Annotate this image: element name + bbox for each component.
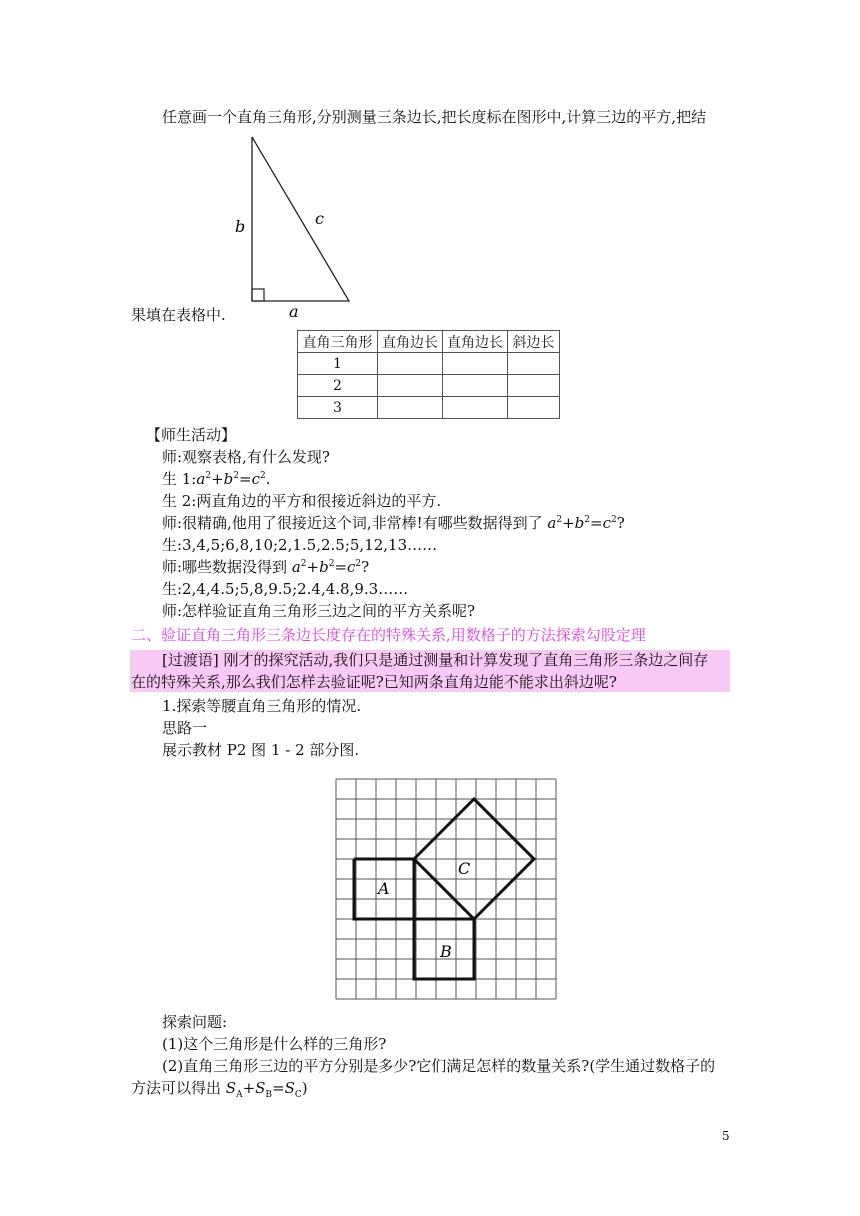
plus-sign: +: [306, 558, 320, 576]
table-header: 斜边长: [508, 331, 560, 353]
square-c-label: C: [458, 859, 471, 878]
measurement-table: [297, 330, 560, 419]
side-a-label: a: [289, 302, 299, 321]
square-a-label: A: [378, 879, 390, 898]
exponent: 2: [610, 515, 617, 525]
page-number: 5: [722, 1129, 730, 1143]
exponent: 2: [355, 559, 362, 569]
side-c-label: c: [315, 209, 324, 228]
dialog-text: 师:哪些数据没得到: [162, 558, 292, 576]
question-mark: ?: [616, 514, 625, 532]
table-header: 直角边长: [378, 331, 443, 353]
equals-sign: =: [334, 558, 348, 576]
side-b-label: b: [235, 217, 246, 236]
question-text: 方法可以得出: [131, 1079, 226, 1097]
var-b: b: [574, 514, 585, 532]
subscript-c: C: [294, 1090, 302, 1100]
question-2-line-1: (2)直角三角形三边的平方分别是多少?它们满足怎样的数量关系?(学生通过数格子的: [162, 1057, 716, 1075]
equals-sign: =: [238, 470, 252, 488]
question-mark: ?: [361, 558, 370, 576]
table-cell: [508, 353, 560, 375]
table-cell: [508, 375, 560, 397]
equals-sign: =: [272, 1079, 285, 1097]
dialog-line-4: [162, 513, 625, 533]
table-cell: [378, 397, 443, 419]
table-cell: 2: [298, 375, 378, 397]
var-s: S: [255, 1079, 266, 1097]
exponent: 2: [205, 471, 212, 481]
question-1: (1)这个三角形是什么样的三角形?: [162, 1035, 387, 1053]
var-a: a: [196, 470, 206, 488]
dialog-line-3: 生 2:两直角边的平方和很接近斜边的平方.: [162, 492, 442, 510]
dialog-line-7: 生:2,4,4.5;5,8,9.5;2.4,4.8,9.3……: [162, 580, 409, 598]
dialog-text: 师:很精确,他用了很接近这个词,非常棒!有哪些数据得到了: [162, 514, 548, 532]
question-2-line-2: [131, 1078, 308, 1098]
table-cell: [443, 397, 508, 419]
exponent: 2: [584, 515, 590, 525]
exponent: 2: [328, 559, 335, 569]
table-cell: [443, 375, 508, 397]
dialog-line-6: [162, 557, 369, 577]
table-header: 直角边长: [443, 331, 508, 353]
speaker-label: 生 1:: [162, 470, 197, 488]
table-cell: [378, 375, 443, 397]
plus-sign: +: [211, 470, 224, 488]
subscript-a: A: [236, 1090, 243, 1100]
table-cell: 3: [298, 397, 378, 419]
show-figure-line: 展示教材 P2 图 1 - 2 部分图.: [162, 741, 360, 759]
table-row: [298, 353, 560, 375]
section-title: 二、验证直角三角形三条边长度存在的特殊关系,用数格子的方法探索勾股定理: [131, 626, 646, 644]
equals-sign: =: [590, 514, 603, 532]
intro-line-1: 任意画一个直角三角形,分别测量三条边长,把长度标在图形中,计算三边的平方,把结: [162, 108, 707, 126]
dialog-line-8: 师:怎样验证直角三角形三边之间的平方关系呢?: [162, 602, 476, 620]
table-row: [298, 397, 560, 419]
table-cell: [378, 353, 443, 375]
transition-line-1: [过渡语] 刚才的探究活动,我们只是通过测量和计算发现了直角三角形三条边之间存: [162, 651, 709, 669]
var-a: a: [547, 514, 557, 532]
explore-step-1: 1.探索等腰直角三角形的情况.: [162, 697, 362, 715]
table-header: 直角三角形: [298, 331, 378, 353]
idea-heading: 思路一: [162, 719, 208, 737]
transition-line-2: 在的特殊关系,那么我们怎样去验证呢?已知两条直角边能不能求出斜边呢?: [131, 673, 617, 691]
dialog-line-2: [162, 469, 270, 489]
right-triangle-figure: [225, 132, 360, 322]
exponent: 2: [300, 559, 307, 569]
plus-sign: +: [562, 514, 575, 532]
table-cell: [443, 353, 508, 375]
table-header-row: [298, 331, 560, 353]
exponent: 2: [556, 515, 563, 525]
dialog-line-5: 生:3,4,5;6,8,10;2,1.5,2.5;5,12,13……: [162, 536, 438, 554]
intro-line-2: 果填在表格中.: [131, 306, 226, 324]
questions-heading: 探索问题:: [162, 1013, 228, 1031]
var-b: b: [223, 470, 234, 488]
table-cell: [508, 397, 560, 419]
var-b: b: [319, 558, 329, 576]
activity-heading: 【师生活动】: [146, 426, 237, 444]
plus-sign: +: [242, 1079, 256, 1097]
var-c: c: [347, 558, 356, 576]
table-row: [298, 375, 560, 397]
var-a: a: [291, 558, 301, 576]
var-c: c: [602, 514, 611, 532]
subscript-b: B: [265, 1090, 273, 1100]
square-b-label: B: [440, 942, 452, 961]
var-s: S: [284, 1079, 295, 1097]
var-s: S: [225, 1079, 237, 1097]
exponent: 2: [233, 471, 239, 481]
dialog-line-1: 师:观察表格,有什么发现?: [162, 448, 330, 466]
table-cell: 1: [298, 353, 378, 375]
closing-paren: ): [301, 1079, 308, 1097]
grid-squares-figure: [334, 777, 560, 1003]
period: .: [265, 470, 271, 488]
var-c: c: [251, 470, 260, 488]
exponent: 2: [259, 471, 266, 481]
